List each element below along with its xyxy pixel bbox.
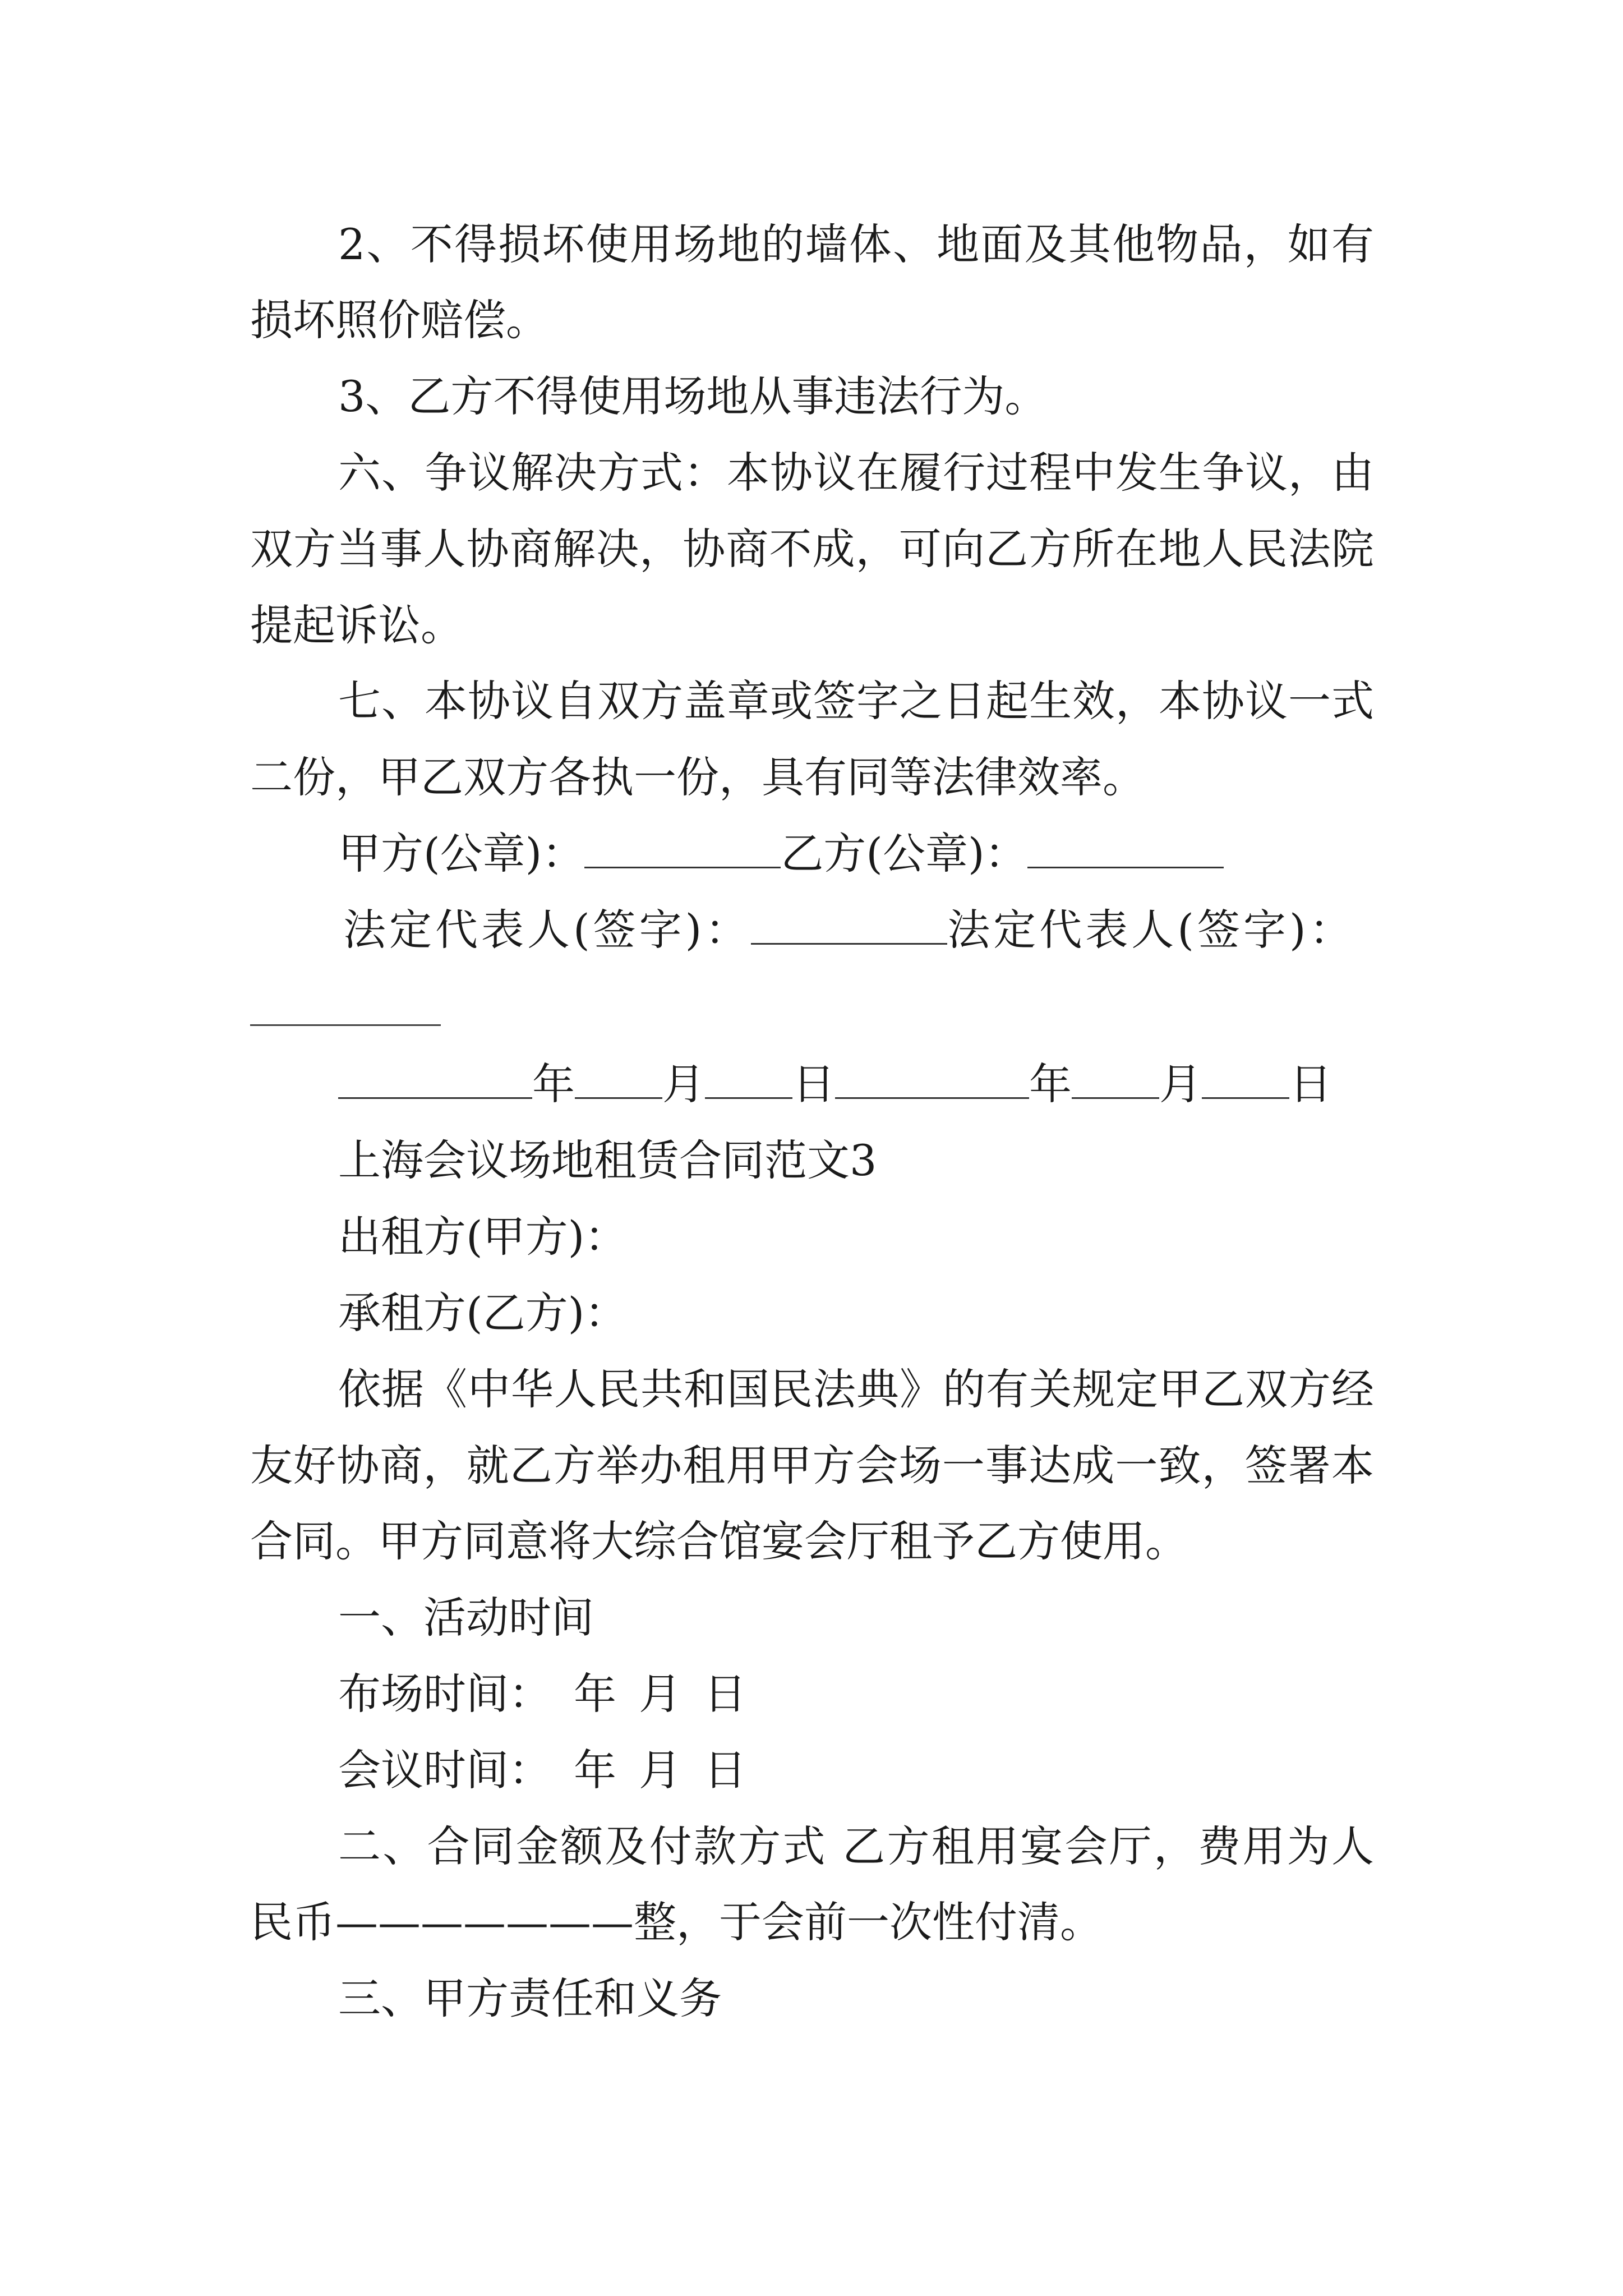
- preamble-line-1: 依据《中华人民共和国民法典》的有关规定甲乙双方经: [338, 1364, 1374, 1414]
- setup-time-row: [338, 1667, 746, 1721]
- party-b-rep-blank[interactable]: [250, 1024, 441, 1026]
- section-6-line-2: 双方当事人协商解决，协商不成，可向乙方所在地人民法院: [250, 524, 1374, 574]
- section-7-line-2: 二份，甲乙双方各执一份，具有同等法律效率。: [250, 752, 1145, 802]
- lessee-label: 承租方(乙方)：: [338, 1288, 628, 1338]
- section-6-line-1: 六、争议解决方式：本协议在履行过程中发生争议，由: [338, 448, 1374, 498]
- setup-day: 日: [704, 1669, 746, 1719]
- party-b-month-blank[interactable]: [1072, 1058, 1159, 1099]
- clause-2-line-1: 2、不得损坏使用场地的墙体、地面及其他物品，如有: [338, 219, 1374, 269]
- setup-year: 年: [574, 1669, 616, 1719]
- section-1-heading: 一、活动时间: [338, 1593, 594, 1642]
- party-a-month-label: 月: [662, 1059, 705, 1109]
- party-a-rep-blank[interactable]: [751, 904, 947, 945]
- meeting-time-row: [338, 1743, 746, 1797]
- party-b-day-label: 日: [1289, 1059, 1332, 1109]
- section-2-line-1: 二、合同金额及付款方式 乙方租用宴会厅，费用为人: [338, 1821, 1374, 1871]
- party-b-day-blank[interactable]: [1202, 1058, 1289, 1099]
- party-b-year-blank[interactable]: [835, 1058, 1029, 1099]
- contract-3-title: 上海会议场地租赁合同范文3: [338, 1135, 877, 1185]
- party-b-rep-label: 法定代表人(签字)：: [947, 905, 1355, 955]
- section-7-line-1: 七、本协议自双方盖章或签字之日起生效，本协议一式: [338, 676, 1374, 726]
- signature-rep-row: [343, 903, 1355, 957]
- party-a-seal-label: 甲方(公章)：: [338, 829, 585, 878]
- setup-time-label: 布场时间：: [338, 1669, 551, 1719]
- meeting-time-label: 会议时间：: [338, 1745, 551, 1795]
- party-a-rep-label: 法定代表人(签字)：: [343, 905, 751, 955]
- party-b-seal-blank[interactable]: [1027, 827, 1224, 868]
- party-a-seal-blank[interactable]: [584, 827, 781, 868]
- party-a-year-blank[interactable]: [338, 1058, 532, 1099]
- section-6-line-3: 提起诉讼。: [250, 600, 463, 650]
- party-a-day-label: 日: [792, 1059, 835, 1109]
- date-row: [338, 1057, 1332, 1111]
- meeting-year: 年: [574, 1745, 616, 1795]
- preamble-line-2: 友好协商，就乙方举办租用甲方会场一事达成一致，签署本: [250, 1441, 1374, 1490]
- party-a-day-blank[interactable]: [705, 1058, 792, 1099]
- section-3-heading: 三、甲方责任和义务: [338, 1973, 722, 2023]
- preamble-line-3: 合同。甲方同意将大综合馆宴会厅租予乙方使用。: [250, 1516, 1188, 1566]
- party-b-year-label: 年: [1029, 1059, 1072, 1109]
- party-b-seal-label: 乙方(公章)：: [781, 829, 1027, 878]
- meeting-day: 日: [704, 1745, 746, 1795]
- section-2-line-2: 民币———————整，于会前一次性付清。: [250, 1897, 1103, 1947]
- party-a-year-label: 年: [532, 1059, 575, 1109]
- party-a-month-blank[interactable]: [575, 1058, 662, 1099]
- setup-month: 月: [639, 1669, 681, 1719]
- party-b-month-label: 月: [1159, 1059, 1202, 1109]
- clause-3: 3、乙方不得使用场地从事违法行为。: [338, 371, 1048, 421]
- lessor-label: 出租方(甲方)：: [338, 1212, 628, 1262]
- signature-seal-row: [338, 827, 1224, 881]
- meeting-month: 月: [639, 1745, 681, 1795]
- clause-2-line-2: 损坏照价赔偿。: [250, 295, 548, 345]
